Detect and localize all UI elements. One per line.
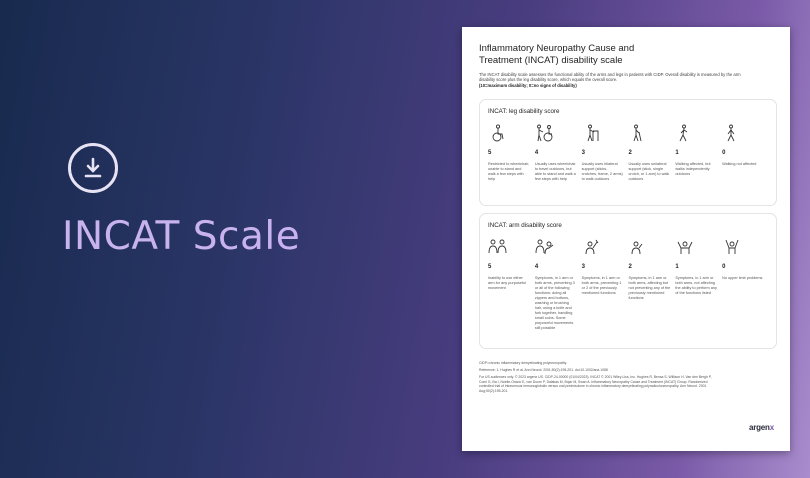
- grade-description: No upper limb problems: [722, 275, 763, 280]
- grade-description: Symptoms, in 1 arm or both arms, preventing 1 or 2 of the previously mentioned functions: [581, 275, 622, 295]
- leg-card-title: INCAT: leg disability score: [488, 107, 560, 115]
- grade-description: Walking affected, but walks independently outdoors: [675, 161, 711, 176]
- abbreviations: CIDP=chronic inflammatory demyelinating polyneuropathy.: [479, 360, 568, 365]
- arm-score-card: [479, 213, 777, 349]
- arm-grade: [722, 238, 769, 331]
- walking-stick-icon: [628, 124, 648, 142]
- walking-affected-icon: [675, 124, 695, 142]
- grade-description: Walking not affected: [722, 161, 757, 166]
- leg-grade: [582, 124, 629, 182]
- arm-card-title: INCAT: arm disability score: [488, 221, 562, 229]
- doc-intro: The INCAT disability scale assesses the functional ability of the arms and legs in patients with CIDP. Overall disability is measured by the arm disability score plus the leg disability score, which equals the overall score.: [479, 72, 741, 83]
- doc-footer: [479, 361, 719, 393]
- download-button[interactable]: [68, 143, 118, 193]
- leg-score-card: [479, 99, 777, 206]
- arms-raised-icon: [675, 238, 695, 256]
- wheelchair-assisted-icon: [535, 124, 555, 142]
- leg-grade: [535, 124, 582, 182]
- logo-accent: x: [769, 423, 774, 432]
- grade-number: 3: [581, 263, 585, 270]
- leg-grade: [675, 124, 722, 182]
- grade-description: Symptoms, in 1 arm or both arms, not affecting the ability to perform any of the functions listed: [675, 275, 717, 295]
- grade-number: 2: [628, 263, 632, 270]
- arm-affected-icon: [628, 238, 648, 256]
- grade-number: 5: [488, 263, 492, 270]
- grade-number: 0: [722, 263, 726, 270]
- grade-description: Usually uses unilateral support (stick, single crutch, or 1 arm) to walk outdoors: [628, 161, 670, 181]
- hero-title: INCAT Scale: [62, 214, 301, 259]
- grade-description: Inability to use either arm for any purposeful movement: [488, 275, 526, 290]
- walking-icon: [722, 124, 742, 142]
- grade-number: 1: [675, 263, 679, 270]
- grade-number: 4: [534, 263, 539, 270]
- arms-limp-icon: [488, 238, 508, 256]
- logo-text: argen: [748, 423, 770, 432]
- grade-number: 2: [628, 149, 632, 156]
- arm-grade: [488, 238, 535, 331]
- permission-notice: For US audiences only. © 2023 argenx US. CIDP-24-00000 (01/04/2023). INCAT © 2001 Wiley-Liss, Inc. Hughes R, Bensa S, Willison H, Van den Bergh P, Comi G, Illa I, Nobile-Orazio E, van Doorn P, Dalakas M, Bojar M, Swan A. Inflammatory Neuropathy Cause and Treatment (INCAT) Group. Randomized controlled trial of intravenous immunoglobulin versus oral prednisolone in chronic inflammatory demyelinating polyradiculoneuropathy. Ann Neurol. 2001 Aug;50(2):195-201.: [479, 375, 712, 393]
- arm-grade: [582, 238, 629, 331]
- wheelchair-icon: [488, 124, 508, 142]
- doc-intro-scale: (10=maximum disability; 0=no signs of disability): [479, 83, 577, 89]
- grade-description: Usually uses bilateral support (sticks, crutches, frame, 2 arms) to walk outdoors: [581, 161, 623, 181]
- arm-grade: [675, 238, 722, 331]
- grade-number: 3: [581, 149, 585, 156]
- grade-description: Restricted to wheelchair, unable to stand and walk a few steps with help: [488, 161, 530, 181]
- download-icon: [80, 155, 106, 181]
- grade-number: 5: [488, 149, 492, 156]
- leg-grade: [628, 124, 675, 182]
- grade-description: Usually uses wheelchair to travel outdoors, but able to stand and walk a few steps with help: [534, 161, 576, 181]
- document-preview[interactable]: [462, 27, 790, 451]
- arms-up-icon: [722, 238, 742, 256]
- grade-description: Symptoms, in 1 arm or both arms, preventing 3 or all of the following functions: doing all zippers and buttons, washing or brushing hair, using a knife and fork together, handling small coins. Some purposeful movements still possible: [534, 275, 575, 330]
- arms-one-raised-icon: [535, 238, 555, 256]
- grade-number: 1: [675, 149, 679, 156]
- arm-grade: [535, 238, 582, 331]
- grade-number: 0: [722, 149, 726, 156]
- grade-number: 4: [534, 149, 539, 156]
- doc-title: Inflammatory Neuropathy Cause and Treatment (INCAT) disability scale: [479, 43, 635, 66]
- argenx-logo: [749, 423, 774, 432]
- arm-raised-hand-icon: [582, 238, 602, 256]
- reference: Reference: 1. Hughes R et al. Ann Neurol. 2001;50(2):195-201. doi:10.1002/ana.1088: [479, 368, 608, 373]
- grade-description: Symptoms, in 1 arm or both arms, affecting but not preventing any of the previously mentioned functions: [628, 275, 671, 300]
- arm-grade: [628, 238, 675, 331]
- leg-grade: [722, 124, 769, 182]
- leg-grade: [488, 124, 535, 182]
- walker-frame-icon: [582, 124, 602, 142]
